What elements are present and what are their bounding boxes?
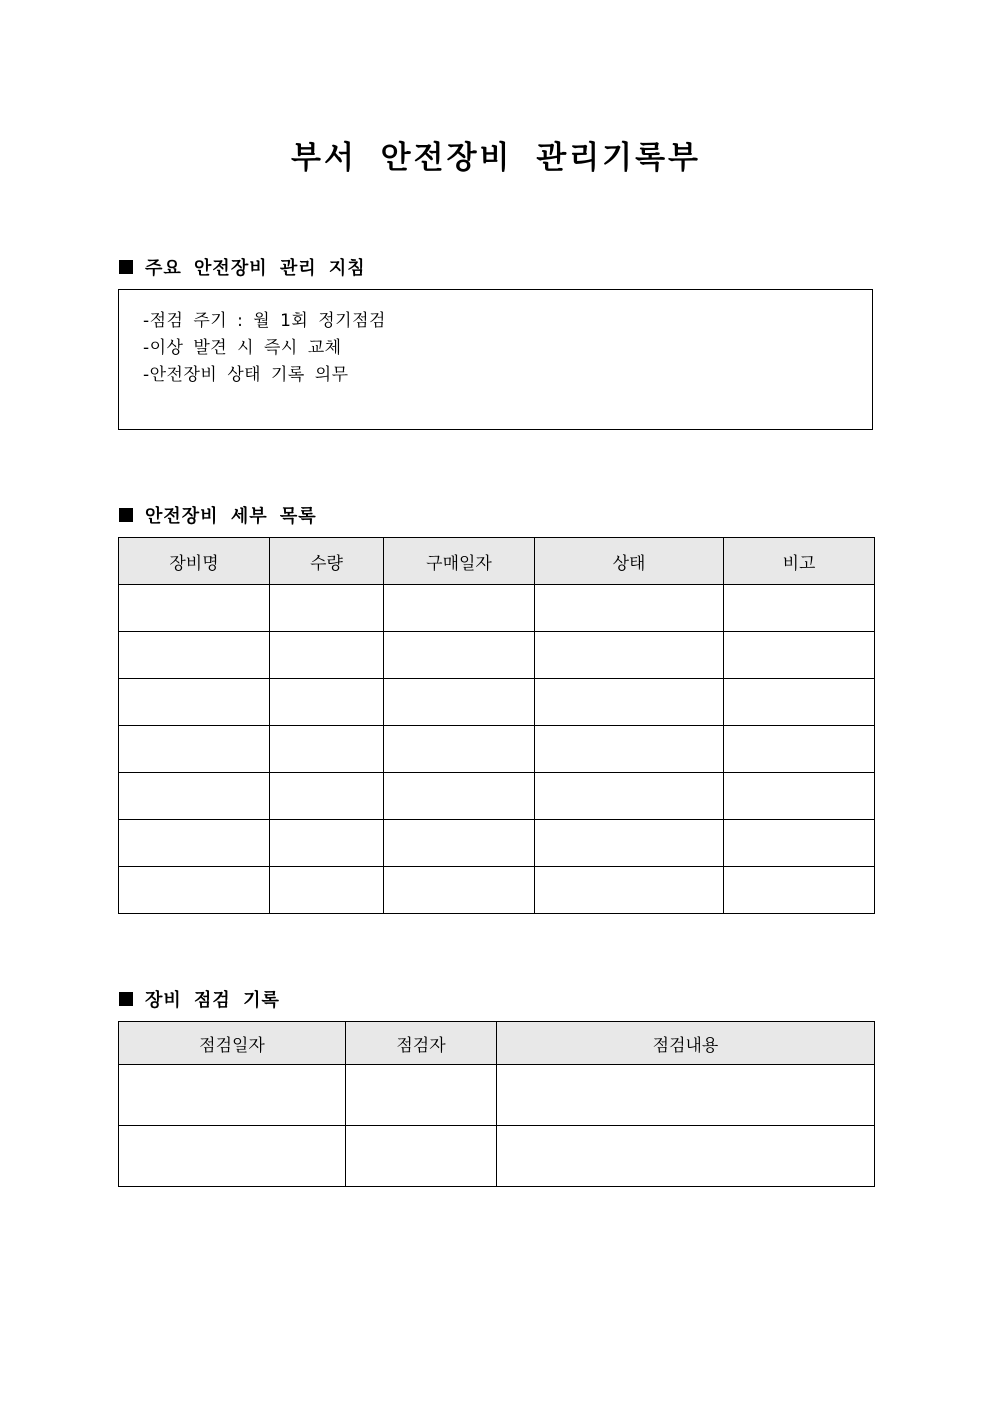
table-cell[interactable] [270, 773, 384, 820]
square-bullet-icon [119, 508, 133, 522]
table-cell[interactable] [497, 1065, 875, 1126]
table-cell[interactable] [270, 726, 384, 773]
guidelines-heading [119, 254, 366, 280]
column-header-inspection-details: 점검내용 [497, 1022, 875, 1065]
table-row [119, 1126, 875, 1187]
square-bullet-icon [119, 260, 133, 274]
table-row [119, 585, 875, 632]
table-cell[interactable] [535, 867, 724, 914]
table-cell[interactable] [535, 773, 724, 820]
column-header-remarks: 비고 [724, 538, 875, 585]
square-bullet-icon [119, 992, 133, 1006]
column-header-quantity: 수량 [270, 538, 384, 585]
table-header-row [119, 538, 875, 585]
table-row [119, 820, 875, 867]
table-row [119, 867, 875, 914]
column-header-equipment-name: 장비명 [119, 538, 270, 585]
inspection-table [118, 1021, 875, 1187]
table-row [119, 773, 875, 820]
table-cell[interactable] [119, 585, 270, 632]
guidelines-heading-text: 주요 안전장비 관리 지침 [145, 258, 366, 279]
equipment-list-heading-text: 안전장비 세부 목록 [145, 506, 317, 527]
guideline-item: -점검 주기 : 월 1회 정기점검 [143, 311, 386, 331]
table-cell[interactable] [384, 632, 535, 679]
table-cell[interactable] [270, 585, 384, 632]
table-cell[interactable] [384, 726, 535, 773]
table-cell[interactable] [724, 679, 875, 726]
table-cell[interactable] [270, 820, 384, 867]
column-header-purchase-date: 구매일자 [384, 538, 535, 585]
table-cell[interactable] [119, 1065, 346, 1126]
table-cell[interactable] [119, 773, 270, 820]
table-cell[interactable] [724, 726, 875, 773]
table-cell[interactable] [384, 867, 535, 914]
table-cell[interactable] [119, 867, 270, 914]
guideline-item: -이상 발견 시 즉시 교체 [143, 338, 342, 358]
table-cell[interactable] [346, 1065, 497, 1126]
table-cell[interactable] [384, 773, 535, 820]
table-cell[interactable] [270, 632, 384, 679]
guideline-item: -안전장비 상태 기록 의무 [143, 365, 349, 385]
table-cell[interactable] [270, 679, 384, 726]
table-cell[interactable] [119, 1126, 346, 1187]
table-cell[interactable] [724, 867, 875, 914]
table-cell[interactable] [535, 726, 724, 773]
table-cell[interactable] [119, 820, 270, 867]
table-row [119, 1065, 875, 1126]
equipment-table [118, 537, 875, 914]
table-header-row [119, 1022, 875, 1065]
table-cell[interactable] [497, 1126, 875, 1187]
table-row [119, 726, 875, 773]
table-row [119, 679, 875, 726]
document-title: 부서 안전장비 관리기록부 [291, 140, 701, 176]
table-cell[interactable] [119, 726, 270, 773]
equipment-list-heading [119, 502, 317, 528]
table-cell[interactable] [535, 679, 724, 726]
column-header-inspector: 점검자 [346, 1022, 497, 1065]
inspection-log-heading-text: 장비 점검 기록 [145, 990, 280, 1011]
table-cell[interactable] [535, 585, 724, 632]
table-cell[interactable] [384, 585, 535, 632]
table-cell[interactable] [724, 773, 875, 820]
table-cell[interactable] [535, 820, 724, 867]
table-cell[interactable] [724, 632, 875, 679]
table-cell[interactable] [119, 632, 270, 679]
table-cell[interactable] [724, 820, 875, 867]
table-cell[interactable] [724, 585, 875, 632]
table-cell[interactable] [346, 1126, 497, 1187]
inspection-log-heading [119, 986, 280, 1012]
column-header-status: 상태 [535, 538, 724, 585]
table-cell[interactable] [384, 820, 535, 867]
table-cell[interactable] [384, 679, 535, 726]
column-header-inspection-date: 점검일자 [119, 1022, 346, 1065]
table-row [119, 632, 875, 679]
guidelines-box [118, 289, 873, 430]
table-cell[interactable] [270, 867, 384, 914]
table-cell[interactable] [535, 632, 724, 679]
table-cell[interactable] [119, 679, 270, 726]
